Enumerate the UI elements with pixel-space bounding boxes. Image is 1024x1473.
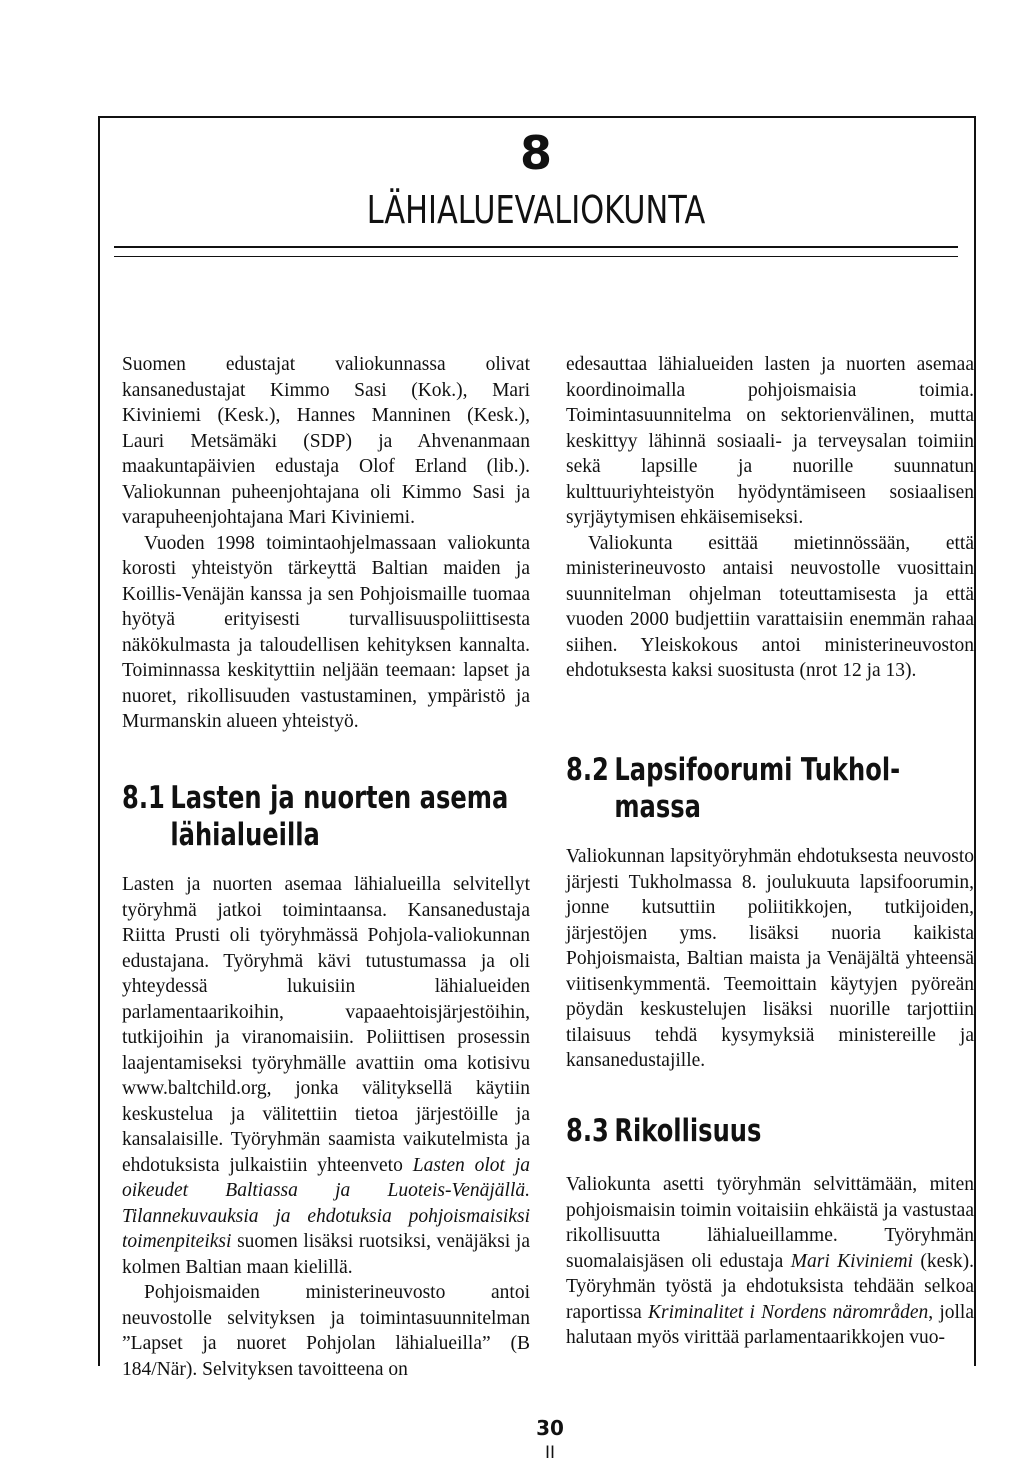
text-run: Valiokunta asetti työryhmän selvittämään, miten pohjoismaisin toimin voitaisiin ehkäistä ja vastustaa rikollisuutta lähialueillamme. Työryhmän suomalaisjäsen oli edustaja (566, 1174, 974, 1272)
section-heading-8-2 (566, 752, 900, 826)
section-heading-8-1 (122, 780, 508, 854)
section-8-2-body (566, 844, 974, 1074)
section-title-line: Rikollisuus (614, 1113, 762, 1149)
section-8-1-continued (566, 352, 974, 684)
text-run: (kesk). Työryhmän työstä ja ehdotuksista tehdään selkoa raportissa (566, 1250, 974, 1323)
intro-paragraph: Vuoden 1998 toimintaohjelmassaan valiokunta korosti yhteistyön tärkeyttä Baltian maiden ja Koillis-Venäjän kanssa ja sen Pohjoismaille tuomaa hyötyä erityisesti turvallisuuspoliittisesta näkökulmasta ja taloudellisen kehityksen kannalta. Toiminnassa keskityttiin neljään teemaan: lapset ja nuoret, rikollisuuden vastustaminen, ympäristö ja Murmanskin alueen yhteistyö. (122, 532, 530, 732)
body-paragraph: Valiokunta esittää mietinnössään, että ministerineuvosto antaisi neuvostolle vuosittain suunnitelman ohjelman toteuttamisesta ja että vuoden 2000 budjettiin varattaisiin enemmän rahaa siihen. Yleiskokous antoi ministerineuvoston ehdotuksesta kaksi suositusta (nrot 12 ja 13). (566, 532, 974, 681)
text-run: suomen lisäksi ruotsiksi, venäjäksi ja kolmen Baltian maan kielillä. (122, 1231, 530, 1278)
report-title: Kriminalitet i Nordens närområden (647, 1301, 929, 1323)
title-rule-thick (114, 246, 958, 248)
page-frame-top (98, 116, 976, 118)
title-rule-thin (114, 256, 958, 257)
body-paragraph (122, 872, 530, 1280)
person-name: Mari Kiviniemi (790, 1250, 913, 1272)
section-title-line: massa (614, 789, 701, 825)
body-paragraph: Pohjoismaiden ministerineuvosto antoi neuvostolle selvityksen ja toimintasuunnitelman ”Lapset ja nuoret Pohjolan lähialueilla” (B 184/När). Selvityksen tavoitteena on (122, 1282, 530, 1380)
intro-text (122, 352, 530, 735)
page-frame-right (974, 116, 976, 1366)
section-title-line: lähialueilla (170, 817, 320, 853)
page-frame-left (98, 116, 100, 1366)
body-paragraph: edesauttaa lähialueiden lasten ja nuorten asemaa koordinoimalla pohjoismaisia toimia. Toimintasuunnitelma on sektorienvälinen, mutta keskittyy lähinnä sosiaali- ja terveysalan toimiin sekä lapsille ja nuorille suunnatun kulttuuriyhteistyön hyödyntämiseen sosiaalisen syrjäytymisen ehkäisemiseksi. (566, 354, 974, 528)
intro-paragraph: Suomen edustajat valiokunnassa olivat kansanedustajat Kimmo Sasi (Kok.), Mari Kiviniemi (Kesk.), Hannes Manninen (Kesk.), Lauri Metsämäki (SDP) ja Ahvenanmaan maakuntapäivien edustaja Olof Erland (lib.). Valiokunnan puheenjohtajana oli Kimmo Sasi ja varapuheenjohtajana Mari Kiviniemi. (122, 354, 530, 528)
chapter-number: 8 (519, 126, 552, 180)
chapter-title: LÄHIALUEVALIOKUNTA (366, 188, 706, 232)
section-heading-8-3 (566, 1113, 761, 1150)
body-paragraph: Valiokunnan lapsityöryhmän ehdotuksesta neuvosto järjesti Tukholmassa 8. joulukuuta lapsifoorumin, jonne kutsuttiin poliitikkojen, tutkijoiden, järjestöjen yms. lisäksi nuoria kaikista Pohjoismaista, Baltian maista ja Venäjältä yhteensä viitisenkymmentä. Teemoittain käytyjen pyöreän pöydän keskustelujen lisäksi nuorille tarjottiin tilaisuus tehdä kysymyksiä ministereille ja kansanedustajille. (566, 846, 974, 1071)
section-number: 8.2 (566, 752, 609, 788)
section-number: 8.1 (122, 780, 165, 816)
publication-title: Lasten olot ja oikeudet Baltiassa ja Luoteis-Venäjällä. Tilannekuvauksia ja ehdotuksia pohjoismaisiksi toimenpiteiksi (122, 1154, 531, 1252)
text-run: Lasten ja nuorten asemaa lähialueilla selvitellyt työryhmä jatkoi toimintaansa. Kansanedustaja Riitta Prusti oli työryhmässä Pohjola-valiokunnan edustajana. Työryhmä kävi tutustumassa ja oli yhteydessä lukuisiin lähialueiden parlamentaarikoihin, vapaaehtoisjärjestöihin, tutkijoihin ja viranomaisiin. Poliittisen prosessin laajentamiseksi työryhmälle avattiin oma kotisivu www.baltchild.org, jonka välityksellä käytiin keskustelua ja välitettiin tietoa järjestöille ja kansalaisille. Työryhmän saamista vaikutelmista ja ehdotuksista julkaistiin yhteenveto (122, 874, 530, 1176)
section-8-1-body (122, 872, 530, 1382)
section-8-3-body (566, 1172, 974, 1351)
body-paragraph (566, 1172, 974, 1351)
page-number: 30 (536, 1416, 564, 1440)
page-roman-numeral: II (544, 1443, 556, 1463)
section-number: 8.3 (566, 1113, 609, 1149)
section-title-line: Lapsifoorumi Tukhol- (614, 752, 901, 788)
section-title-line: Lasten ja nuorten asema (170, 780, 509, 816)
text-run: , jolla halutaan myös virittää parlamentaarikkojen vuo- (566, 1301, 974, 1348)
